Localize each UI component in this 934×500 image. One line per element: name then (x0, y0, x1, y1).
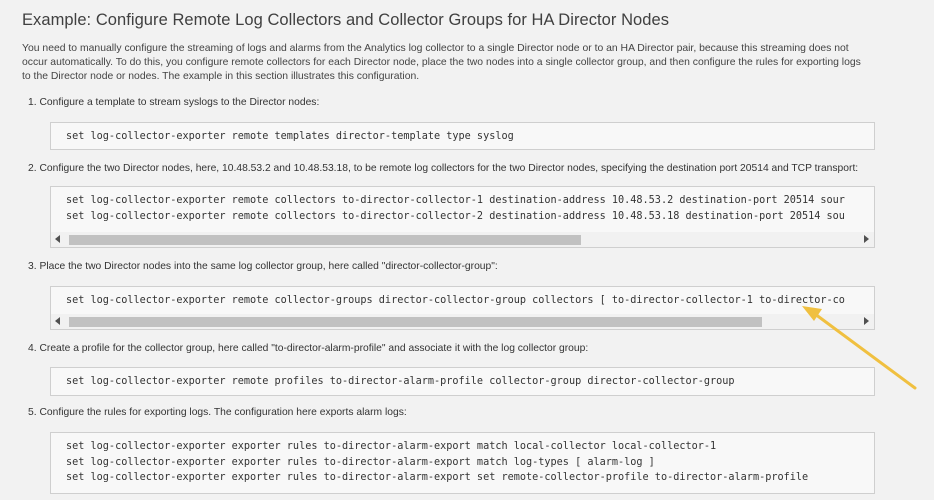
step-2-label: 2. Configure the two Director nodes, here, 10.48.53.2 and 10.48.53.18, to be remote log collectors for the two Director nodes, specifying the destination port 20514 and TCP transport: (28, 163, 859, 174)
code-line: set log-collector-exporter exporter rules to-director-alarm-export match log-types [ alarm-log ] (66, 456, 655, 468)
code-block-4[interactable] (50, 367, 875, 396)
step-1-label: 1. Configure a template to stream syslogs to the Director nodes: (28, 97, 320, 108)
horizontal-scrollbar[interactable] (51, 314, 874, 329)
code-line: set log-collector-exporter remote templates director-template type syslog (66, 131, 514, 142)
code-line: set log-collector-exporter remote collector-groups director-collector-group collectors [ to-director-collector-1 to-director-co (66, 295, 845, 306)
intro-line: You need to manually configure the streaming of logs and alarms from the Analytics log collector to a single Director node or to an HA Director pair, because this streaming does not (22, 43, 849, 54)
code-line: set log-collector-exporter exporter rules to-director-alarm-export match local-collector local-collector-1 (66, 441, 717, 452)
code-line: set log-collector-exporter exporter rules to-director-alarm-export set remote-collector-profile to-director-alarm-profile (66, 472, 809, 483)
code-line: set log-collector-exporter remote profiles to-director-alarm-profile collector-group director-collector-group (66, 376, 735, 387)
scroll-right-icon[interactable] (864, 317, 869, 325)
intro-paragraph (22, 42, 892, 84)
step-5-label: 5. Configure the rules for exporting logs. The configuration here exports alarm logs: (28, 407, 407, 418)
scrollbar-thumb[interactable] (69, 235, 581, 245)
code-block-2[interactable] (50, 186, 875, 248)
scroll-left-icon[interactable] (55, 317, 60, 325)
code-block-1[interactable] (50, 122, 875, 150)
page-title: Example: Configure Remote Log Collectors and Collector Groups for HA Director Nodes (22, 11, 670, 29)
code-block-5[interactable] (50, 432, 875, 494)
intro-line: to the Director node or nodes. The example in this section illustrates this configuration. (22, 71, 420, 82)
scroll-right-icon[interactable] (864, 235, 869, 243)
intro-line: occur automatically. To do this, you configure remote collectors for each Director node, place the two nodes into a single collector group, and then configure the rules for exporting logs (22, 57, 861, 68)
horizontal-scrollbar[interactable] (51, 232, 874, 247)
code-block-3[interactable] (50, 286, 875, 330)
scrollbar-thumb[interactable] (69, 317, 762, 327)
code-line: set log-collector-exporter remote collectors to-director-collector-2 destination-address 10.48.53.18 destination-port 20514 sou (66, 210, 845, 222)
code-line: set log-collector-exporter remote collectors to-director-collector-1 destination-address 10.48.53.2 destination-port 20514 sour (66, 195, 845, 206)
scroll-left-icon[interactable] (55, 235, 60, 243)
step-4-label: 4. Create a profile for the collector group, here called "to-director-alarm-profile" and associate it with the log collector group: (28, 343, 589, 354)
step-3-label: 3. Place the two Director nodes into the same log collector group, here called "director-collector-group": (28, 261, 498, 272)
